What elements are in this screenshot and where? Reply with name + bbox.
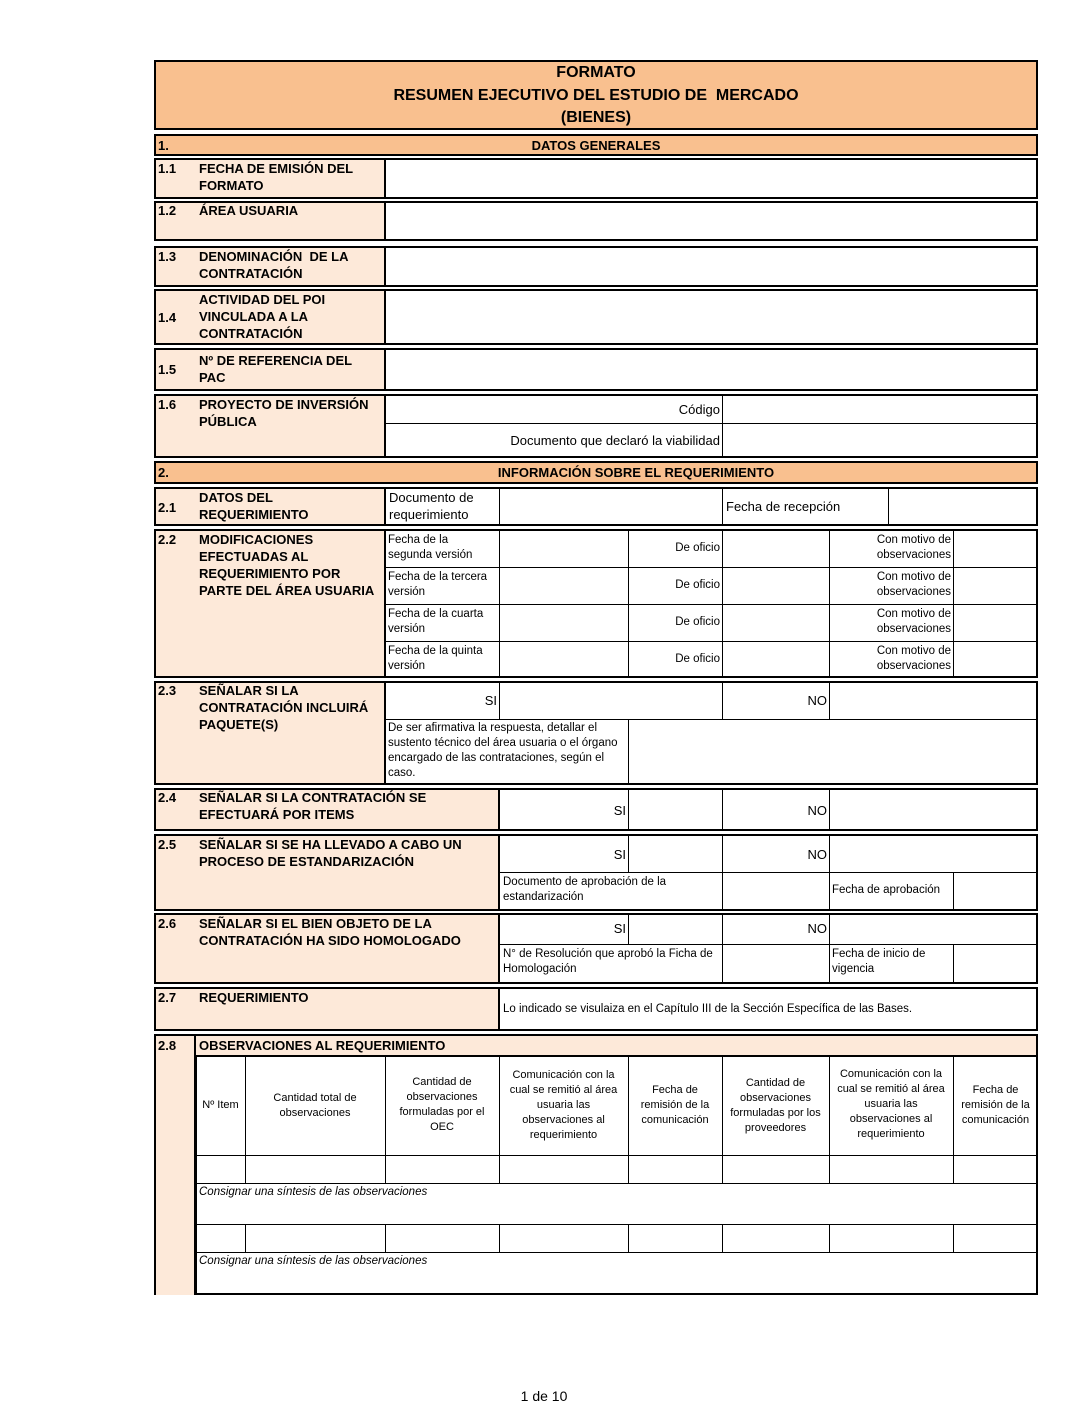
row-1-6-vline	[722, 394, 723, 458]
col-header-proveedores-2: observaciones	[740, 1092, 811, 1104]
row-2-2-label-2: EFECTUADAS AL	[199, 549, 309, 564]
estandarizacion-no-label: NO	[807, 847, 827, 862]
obs-row-2-fecha-oec[interactable]	[629, 1225, 722, 1252]
documento-requerimiento-field[interactable]	[501, 489, 721, 524]
obs-row-1-item[interactable]	[197, 1156, 245, 1183]
row-2-7-number: 2.7	[158, 990, 177, 1005]
paquete-detalle-label-2: sustento técnico del área usuaria o el órgano	[388, 737, 618, 749]
estandarizacion-no-field[interactable]	[831, 836, 1036, 871]
version-5-oficio: De oficio	[675, 653, 720, 665]
obs-row-1-fecha-oec[interactable]	[629, 1156, 722, 1183]
version-5-motivo: Con motivo de	[876, 645, 951, 657]
paquete-detalle-field[interactable]	[630, 721, 1036, 783]
col-header-comunicacion-oec-3: usuaria las	[536, 1099, 591, 1111]
paquete-si-field[interactable]	[501, 683, 721, 718]
row-2-3-vline-3	[829, 681, 830, 719]
row-2-1-label: DATOS DEL	[199, 490, 273, 505]
row-2-3-label-2: CONTRATACIÓN INCLUIRÁ	[199, 700, 369, 715]
col-header-total: Cantidad total de	[273, 1092, 357, 1104]
documento-viabilidad-label: Documento que declaró la viabilidad	[510, 433, 720, 448]
col-header-oec-4: OEC	[430, 1121, 454, 1133]
paquete-si-label: SI	[484, 693, 497, 708]
obs-row-2-item[interactable]	[197, 1225, 245, 1252]
version-2-oficio: De oficio	[675, 542, 720, 554]
col-header-comunicacion-oec: Comunicación con la	[512, 1069, 615, 1081]
row-1-5-label-2: PAC	[199, 370, 226, 385]
col-header-fecha-prov-2: remisión de la	[961, 1099, 1030, 1111]
resolucion-homologacion-field[interactable]	[724, 946, 828, 982]
paquete-no-field[interactable]	[831, 683, 1036, 718]
version-4-label-2: versión	[388, 623, 426, 635]
row-1-1-number: 1.1	[158, 161, 177, 176]
obs-synthesis-1-field[interactable]	[197, 1200, 1036, 1224]
fecha-aprobacion-field[interactable]	[955, 874, 1036, 909]
col-header-fecha-oec-3: comunicación	[641, 1114, 709, 1126]
row-2-5-label-2: PROCESO DE ESTANDARIZACIÓN	[199, 854, 414, 869]
row-2-5-label: SEÑALAR SI SE HA LLEVADO A CABO UN	[199, 837, 462, 852]
row-1-3-number: 1.3	[158, 249, 177, 264]
header-line2: RESUMEN EJECUTIVO DEL ESTUDIO DE MERCADO	[393, 87, 799, 104]
obs-row-2-total[interactable]	[246, 1225, 385, 1252]
section-1-number: 1.	[158, 138, 169, 153]
row-1-3-label: DENOMINACIÓN DE LA	[199, 249, 349, 264]
estandarizacion-si-field[interactable]	[630, 836, 721, 871]
col-header-proveedores-4: proveedores	[744, 1122, 807, 1134]
row-2-2-hline-1	[386, 567, 1038, 568]
col-header-item: Nº Item	[202, 1099, 239, 1111]
row-2-3-label: SEÑALAR SI LA	[199, 683, 299, 698]
row-2-7-label: REQUERIMIENTO	[199, 990, 309, 1005]
col-header-comunicacion-oec-2: cual se remitió al área	[509, 1084, 618, 1096]
fecha-recepcion-field[interactable]	[890, 489, 1036, 524]
paquete-detalle-label-4: caso.	[388, 767, 416, 779]
codigo-label: Código	[678, 402, 720, 417]
page-number: 1 de 10	[520, 1388, 568, 1404]
row-2-4-label: SEÑALAR SI LA CONTRATACIÓN SE	[199, 790, 427, 805]
row-2-2-label: MODIFICACIONES	[199, 532, 314, 547]
area-usuaria-field[interactable]	[386, 201, 1038, 241]
version-4-label: Fecha de la cuarta	[388, 608, 484, 620]
version-2-motivo: Con motivo de	[876, 534, 951, 546]
items-no-label: NO	[807, 803, 827, 818]
row-2-3-vline-1	[499, 681, 500, 719]
row-2-2-label-4: PARTE DEL ÁREA USUARIA	[199, 583, 375, 598]
row-2-3-hline	[386, 719, 1038, 720]
homologado-si-label: SI	[613, 921, 626, 936]
col-header-fecha-prov-3: comunicación	[961, 1114, 1030, 1126]
row-1-6-divider	[386, 423, 1038, 424]
homologado-no-label: NO	[807, 921, 827, 936]
section-1-title: DATOS GENERALES	[531, 138, 661, 153]
version-2-motivo-2: observaciones	[876, 549, 951, 561]
items-si-field[interactable]	[630, 790, 721, 829]
version-3-motivo-2: observaciones	[876, 586, 951, 598]
row-1-6-label: PROYECTO DE INVERSIÓN	[199, 397, 369, 412]
row-2-2-vline-5	[953, 529, 954, 678]
col-header-oec-3: formuladas por el	[399, 1106, 485, 1118]
version-3-label: Fecha de la tercera	[388, 571, 488, 583]
row-2-2-hline-2	[386, 604, 1038, 605]
row-2-5-hline	[500, 872, 1038, 873]
documento-requerimiento-label: Documento de	[389, 490, 474, 505]
col-header-comunicacion-oec-4: observaciones al	[522, 1114, 605, 1126]
resolucion-homologacion-label: N° de Resolución que aprobó la Ficha de	[503, 948, 713, 960]
fecha-vigencia-label: Fecha de inicio de	[832, 948, 926, 960]
obs-synthesis-2-field[interactable]	[197, 1269, 1036, 1293]
row-2-1-vline-2	[722, 487, 723, 526]
row-2-3-number: 2.3	[158, 683, 177, 698]
doc-aprobacion-label: Documento de aprobación de la	[503, 876, 667, 888]
version-5-motivo-2: observaciones	[876, 660, 951, 672]
estandarizacion-si-label: SI	[613, 847, 626, 862]
row-2-3-label-3: PAQUETE(S)	[199, 717, 279, 732]
fecha-aprobacion-label: Fecha de aprobación	[832, 884, 941, 896]
version-2-label: Fecha de la	[388, 534, 449, 546]
version-4-motivo-2: observaciones	[876, 623, 951, 635]
row-1-1-label: FECHA DE EMISIÓN DEL	[199, 161, 354, 176]
version-4-motivo: Con motivo de	[876, 608, 951, 620]
row-2-1-vline-3	[888, 487, 889, 526]
items-si-label: SI	[613, 803, 626, 818]
row-2-4-vline-3	[829, 788, 830, 831]
obs-row-2-fecha-prov[interactable]	[954, 1225, 1036, 1252]
obs-row-1-proveedores[interactable]	[723, 1156, 829, 1183]
section-2-number: 2.	[158, 465, 169, 480]
row-2-1-number: 2.1	[158, 500, 177, 515]
obs-row-1-comunicacion-prov[interactable]	[830, 1156, 953, 1183]
row-2-6-hline	[500, 944, 1038, 945]
row-1-6-number: 1.6	[158, 397, 177, 412]
row-2-6-label-2: CONTRATACIÓN HA SIDO HOMOLOGADO	[199, 933, 461, 948]
row-1-4-label-2: VINCULADA A LA	[199, 309, 309, 324]
row-1-4-label: ACTIVIDAD DEL POI	[199, 292, 326, 307]
row-1-4-number: 1.4	[158, 310, 177, 325]
row-2-1-vline-1	[499, 487, 500, 526]
paquete-detalle-label-3: encargado de las contrataciones, según el	[388, 752, 605, 764]
documento-requerimiento-label-2: requerimiento	[389, 507, 469, 522]
row-2-5-vline-4	[953, 872, 954, 911]
col-header-oec: Cantidad de	[412, 1076, 472, 1088]
row-2-6-vline-3	[829, 913, 830, 984]
row-2-2-label-3: REQUERIMIENTO POR	[199, 566, 341, 581]
obs-row-2-comunicacion-oec[interactable]	[500, 1225, 628, 1252]
obs-row-2-comunicacion-prov[interactable]	[830, 1225, 953, 1252]
row-1-5-number: 1.5	[158, 362, 177, 377]
row-2-6-number: 2.6	[158, 916, 177, 931]
fecha-recepcion-label: Fecha de recepción	[726, 499, 841, 514]
doc-aprobacion-field[interactable]	[724, 874, 828, 909]
items-no-field[interactable]	[831, 790, 1036, 829]
version-3-motivo: Con motivo de	[876, 571, 951, 583]
documento-viabilidad-field[interactable]	[724, 425, 1036, 456]
col-header-comunicacion-prov-4: observaciones al	[849, 1113, 933, 1125]
paquete-detalle-label: De ser afirmativa la respuesta, detallar el	[388, 722, 598, 734]
col-header-fecha-oec-2: remisión de la	[640, 1099, 710, 1111]
col-header-comunicacion-oec-5: requerimiento	[529, 1129, 598, 1141]
col-header-comunicacion-prov-5: requerimiento	[857, 1128, 925, 1140]
row-2-6-label: SEÑALAR SI EL BIEN OBJETO DE LA	[199, 916, 432, 931]
row-1-6-label-2: PÚBLICA	[199, 414, 257, 429]
obs-synthesis-1-label: Consignar una síntesis de las observaciones	[199, 1186, 428, 1198]
obs-row-1-total[interactable]	[246, 1156, 385, 1183]
row-2-4-label-2: EFECTUARÁ POR ITEMS	[199, 807, 355, 822]
row-1-3-label-2: CONTRATACIÓN	[199, 266, 303, 281]
row-2-2-vline-1	[499, 529, 500, 678]
version-5-label: Fecha de la quinta	[388, 645, 483, 657]
col-header-comunicacion-prov: Comunicación con la	[839, 1068, 943, 1080]
obs-row-2-oec[interactable]	[386, 1225, 499, 1252]
version-2-label-2: segunda versión	[388, 549, 473, 561]
row-2-5-vline-3	[829, 834, 830, 911]
col-header-proveedores: Cantidad de	[745, 1077, 806, 1089]
obs-row-1-oec[interactable]	[386, 1156, 499, 1183]
col-header-comunicacion-prov-2: cual se remitió al área	[837, 1083, 945, 1095]
row-2-2-hline-3	[386, 641, 1038, 642]
header-line1: FORMATO	[556, 64, 636, 81]
row-2-6-vline-4	[953, 944, 954, 984]
homologado-si-field[interactable]	[630, 915, 721, 943]
obs-row-2-proveedores[interactable]	[723, 1225, 829, 1252]
row-2-4-number: 2.4	[158, 790, 177, 805]
row-1-4-label-3: CONTRATACIÓN	[199, 326, 303, 341]
col-header-comunicacion-prov-3: usuaria las	[864, 1098, 918, 1110]
row-1-5-label: Nº DE REFERENCIA DEL	[199, 353, 353, 368]
version-3-label-2: versión	[388, 586, 426, 598]
actividad-poi-field[interactable]	[386, 289, 1038, 345]
section-2-title: INFORMACIÓN SOBRE EL REQUERIMIENTO	[497, 465, 775, 480]
obs-synthesis-2-label: Consignar una síntesis de las observaciones	[199, 1255, 428, 1267]
row-2-2-vline-3	[722, 529, 723, 678]
row-1-2-label: ÁREA USUARIA	[199, 203, 299, 218]
col-header-total-2: observaciones	[279, 1107, 351, 1119]
row-2-8-number: 2.8	[158, 1038, 177, 1053]
version-3-oficio: De oficio	[675, 579, 720, 591]
row-2-8-number-cell	[154, 1034, 196, 1295]
obs-row-1-fecha-prov[interactable]	[954, 1156, 1036, 1183]
row-2-3-vline-4	[628, 719, 629, 785]
paquete-no-label: NO	[807, 693, 827, 708]
row-2-2-number: 2.2	[158, 532, 177, 547]
col-header-oec-2: observaciones	[406, 1091, 478, 1103]
codigo-field[interactable]	[724, 396, 1036, 422]
col-header-proveedores-3: formuladas por los	[730, 1107, 821, 1119]
row-2-5-number: 2.5	[158, 837, 177, 852]
denominacion-field[interactable]	[386, 246, 1038, 287]
header-line3: (BIENES)	[560, 109, 632, 126]
requerimiento-text: Lo indicado se visulaiza en el Capítulo III de la Sección Específica de las Bases.	[503, 1003, 913, 1015]
doc-aprobacion-label-2: estandarización	[503, 891, 584, 903]
version-5-label-2: versión	[388, 660, 426, 672]
version-4-oficio: De oficio	[675, 616, 720, 628]
row-1-1-label-2: FORMATO	[199, 178, 264, 193]
row-2-4-vline-1	[628, 788, 629, 831]
row-2-1-label-2: REQUERIMIENTO	[199, 507, 309, 522]
fecha-vigencia-field[interactable]	[955, 946, 1036, 982]
row-2-5-vline-1	[628, 834, 629, 872]
obs-row-1-comunicacion-oec[interactable]	[500, 1156, 628, 1183]
row-1-2-number: 1.2	[158, 203, 177, 218]
row-2-6-vline-1	[628, 913, 629, 944]
col-header-fecha-prov: Fecha de	[972, 1084, 1019, 1096]
referencia-pac-field[interactable]	[386, 348, 1038, 391]
resolucion-homologacion-label-2: Homologación	[503, 963, 577, 975]
row-2-8-label: OBSERVACIONES AL REQUERIMIENTO	[199, 1038, 446, 1053]
homologado-no-field[interactable]	[831, 915, 1036, 943]
fecha-vigencia-label-2: vigencia	[832, 963, 875, 975]
fecha-emision-field[interactable]	[386, 158, 1038, 199]
col-header-fecha-oec: Fecha de	[652, 1084, 698, 1096]
